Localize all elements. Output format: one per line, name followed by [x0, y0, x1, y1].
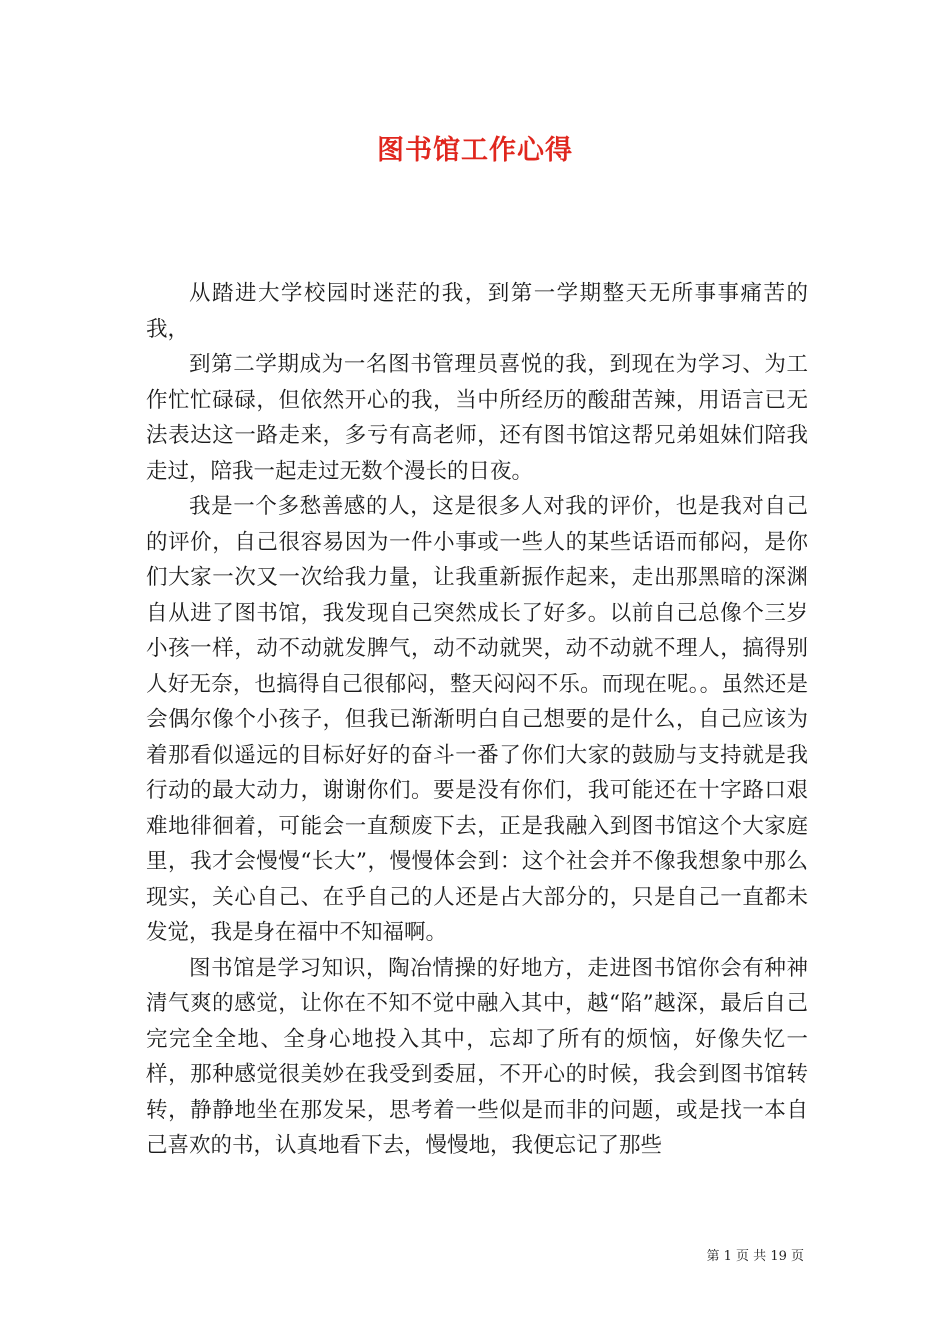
- document-body: [146, 276, 808, 1164]
- paragraph-1: 从踏进大学校园时迷茫的我，到第一学期整天无所事事痛苦的我，: [146, 281, 808, 342]
- document-title: 图书馆工作心得: [377, 135, 573, 166]
- paragraph-3: 我是一个多愁善感的人，这是很多人对我的评价，也是我对自己的评价，自己很容易因为一件小事或一些人的某些话语而郁闷，是你们大家一次又一次给我力量，让我重新振作起来，走出那黑暗的深渊自从进了图书馆，我发现自己突然成长了好多。以前自己总像个三岁小孩一样，动不动就发脾气，动不动就哭，动不动就不理人，搞得别人好无奈，也搞得自己很郁闷，整天闷闷不乐。而现在呢。。虽然还是会偶尔像个小孩子，但我已渐渐明白自己想要的是什么，自己应该为着那看似遥远的目标好好的奋斗一番了你们大家的鼓励与支持就是我行动的最大动力，谢谢你们。要是没有你们，我可能还在十字路口艰难地徘徊着，可能会一直颓废下去，正是我融入到图书馆这个大家庭里，我才会慢慢“长大”，慢慢体会到：这个社会并不像我想象中那么现实，关心自己、在乎自己的人还是占大部分的，只是自己一直都未发觉，我是身在福中不知福啊。: [146, 494, 808, 945]
- page-number-footer: 第 1 页 共 19 页: [706, 1249, 804, 1264]
- paragraph-2: 到第二学期成为一名图书管理员喜悦的我，到现在为学习、为工作忙忙碌碌，但依然开心的我，当中所经历的酸甜苦辣，用语言已无法表达这一路走来，多亏有高老师，还有图书馆这帮兄弟姐妹们陪我走过，陪我一起走过无数个漫长的日夜。: [146, 352, 808, 484]
- paragraph-4: 图书馆是学习知识，陶冶情操的好地方，走进图书馆你会有种神清气爽的感觉，让你在不知不觉中融入其中，越“陷”越深，最后自己完完全全地、全身心地投入其中，忘却了所有的烦恼，好像失忆一样，那种感觉很美妙在我受到委屈，不开心的时候，我会到图书馆转转，静静地坐在那发呆，思考着一些似是而非的问题，或是找一本自己喜欢的书，认真地看下去，慢慢地，我便忘记了那些: [146, 955, 808, 1158]
